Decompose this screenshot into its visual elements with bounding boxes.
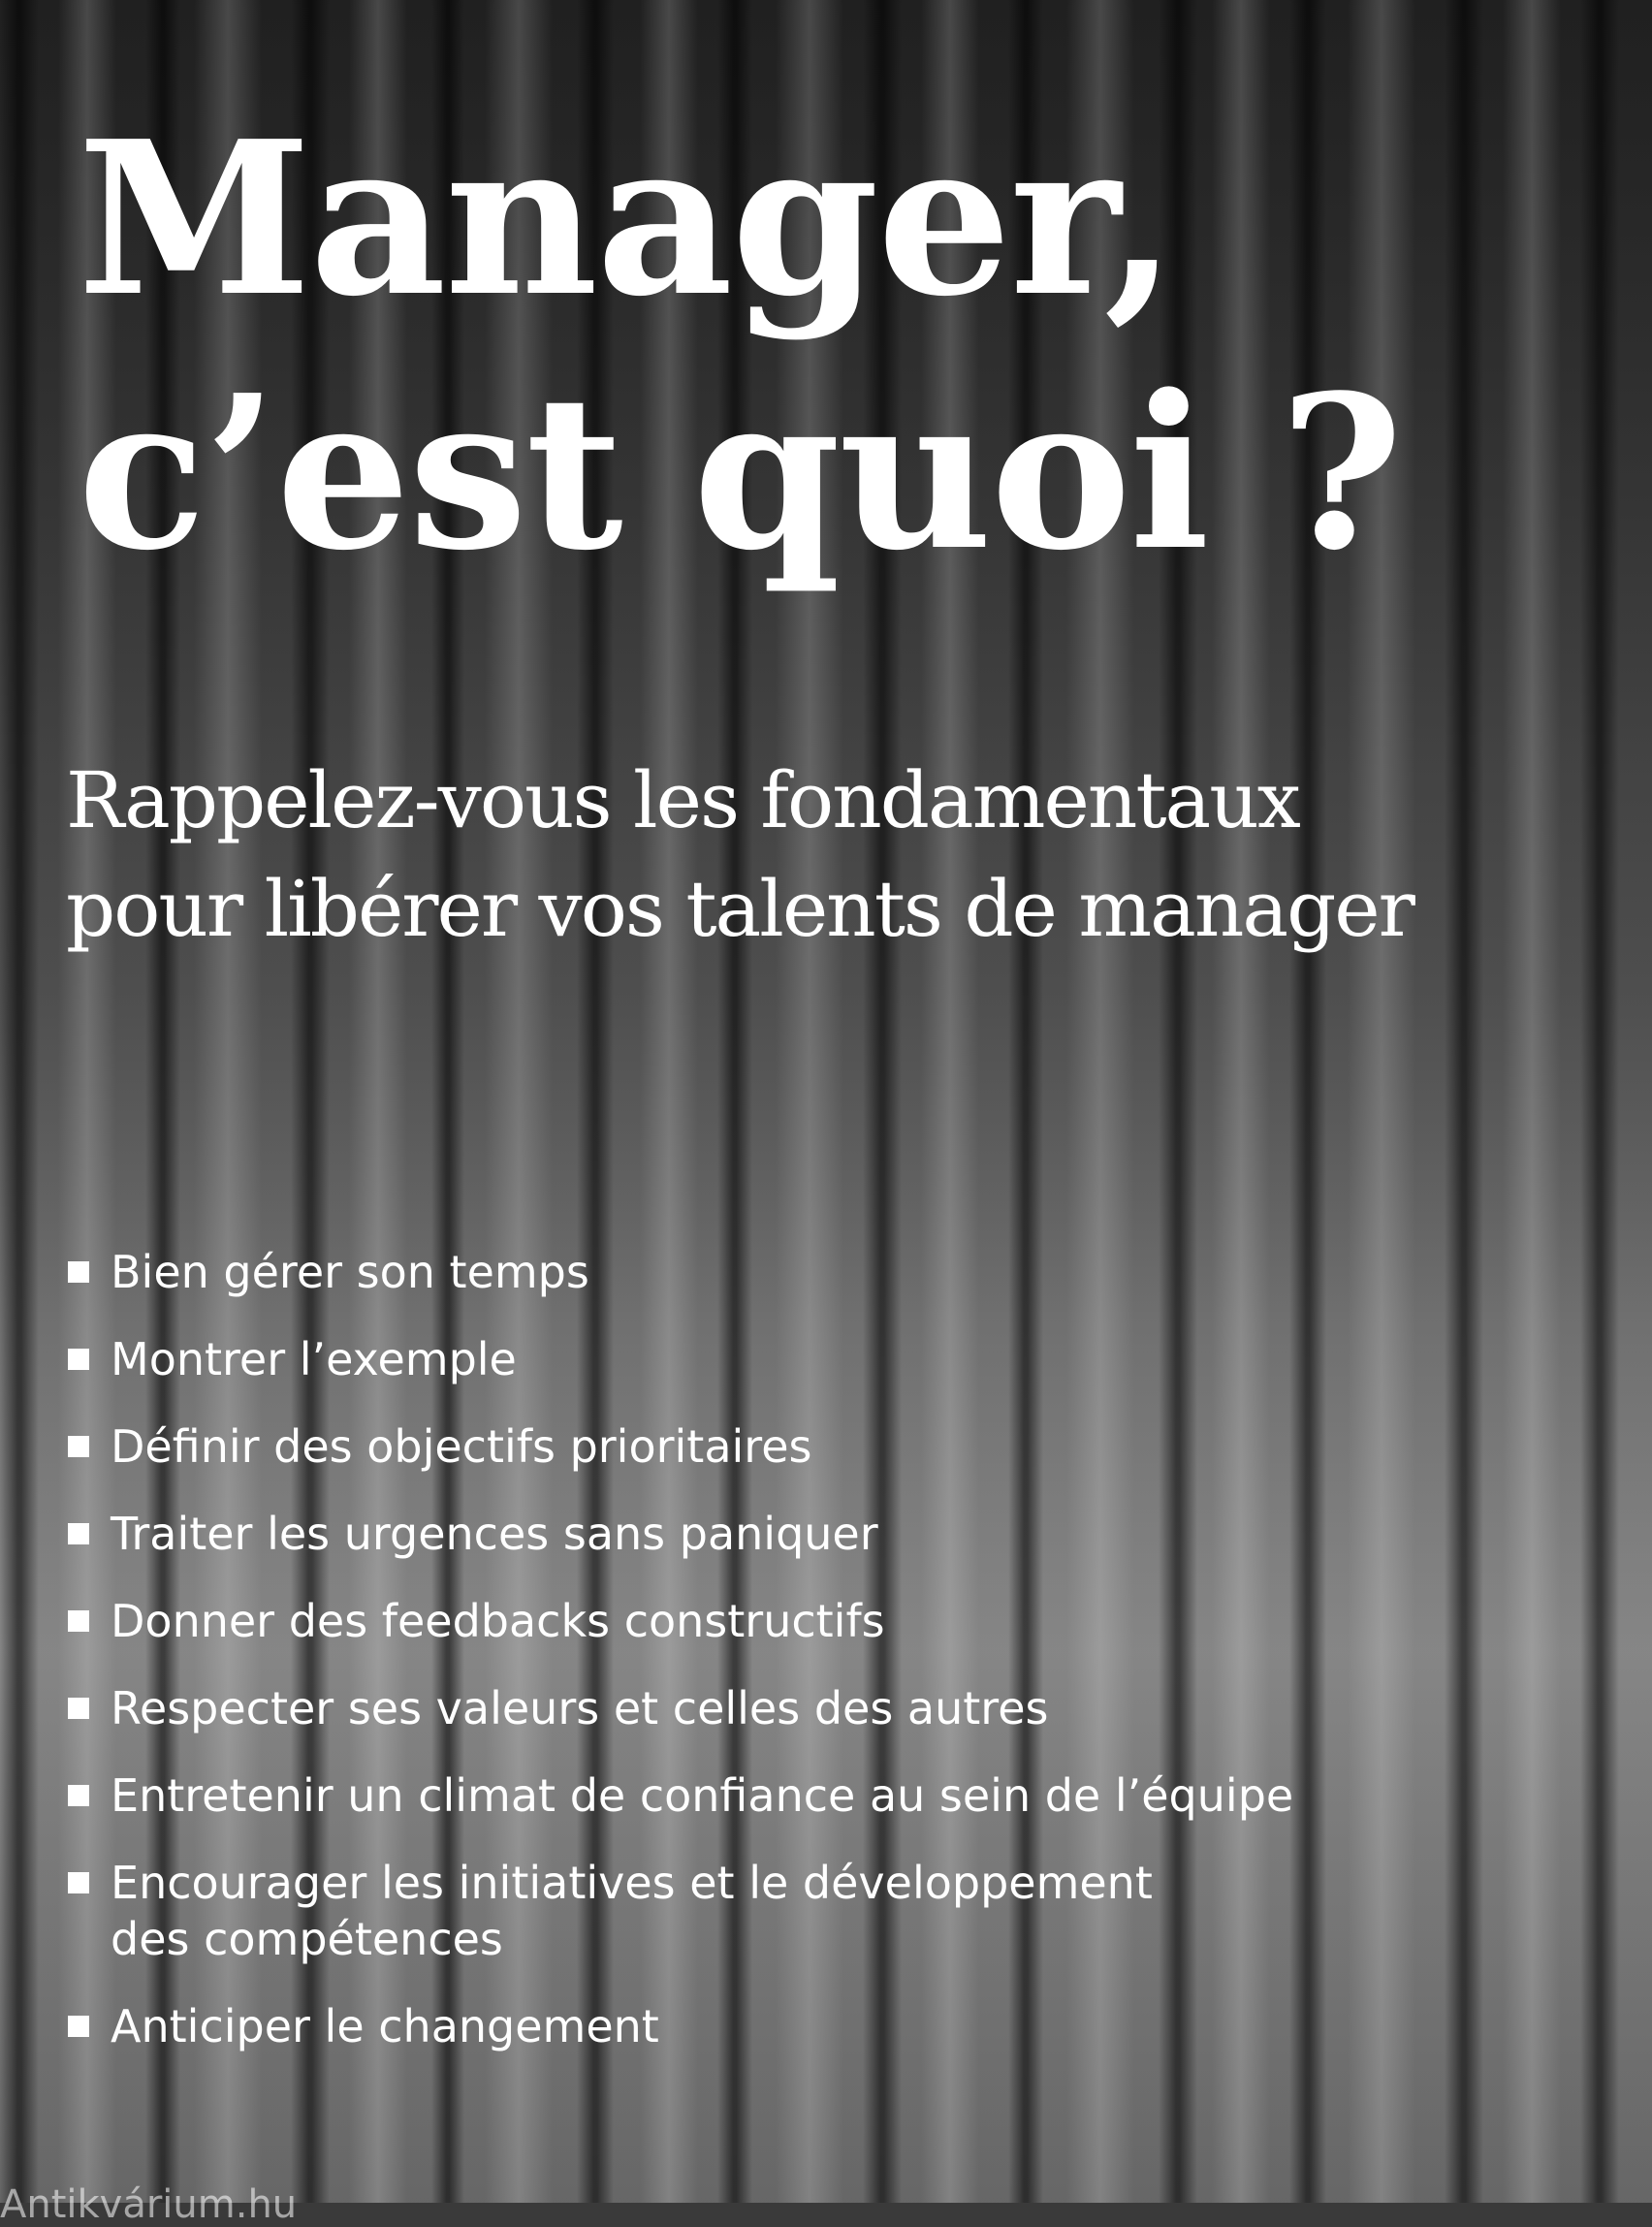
key-points-list (62, 1244, 1400, 2085)
square-bullet-icon (68, 1610, 89, 1632)
square-bullet-icon (68, 1698, 89, 1719)
list-item-label: Montrer l’exemple (111, 1333, 517, 1385)
square-bullet-icon (68, 1785, 89, 1806)
watermark: Antikvárium.hu (0, 2182, 298, 2227)
list-item (62, 1331, 1400, 1387)
list-item-label: Bien gérer son temps (111, 1246, 589, 1298)
list-item (62, 1855, 1400, 1967)
square-bullet-icon (68, 2016, 89, 2037)
list-item (62, 1506, 1400, 1562)
page-title (78, 92, 1590, 600)
square-bullet-icon (68, 1349, 89, 1370)
subtitle (66, 747, 1598, 964)
list-item (62, 1998, 1400, 2054)
list-item-label: Encourager les initiatives et le développement des compétences (111, 1857, 1153, 1965)
list-item-label: Donner des feedbacks constructifs (111, 1595, 885, 1647)
list-item-label: Anticiper le changement (111, 2000, 659, 2052)
square-bullet-icon (68, 1872, 89, 1893)
list-item-label: Traiter les urgences sans paniquer (111, 1508, 878, 1560)
list-item (62, 1593, 1400, 1649)
list-item (62, 1418, 1400, 1475)
square-bullet-icon (68, 1436, 89, 1457)
square-bullet-icon (68, 1261, 89, 1283)
list-item (62, 1244, 1400, 1300)
title-line-1: Manager, (78, 95, 1176, 343)
subtitle-line-2: pour libérer vos talents de manager (66, 864, 1414, 954)
list-item-label: Entretenir un climat de confiance au sein de l’équipe (111, 1769, 1294, 1822)
list-item-label: Respecter ses valeurs et celles des autres (111, 1682, 1049, 1734)
subtitle-line-1: Rappelez-vous les fondamentaux (66, 755, 1299, 845)
title-line-2: c’est quoi ? (78, 349, 1402, 597)
list-item (62, 1680, 1400, 1736)
square-bullet-icon (68, 1523, 89, 1544)
list-item-label: Définir des objectifs prioritaires (111, 1420, 812, 1473)
list-item (62, 1767, 1400, 1824)
